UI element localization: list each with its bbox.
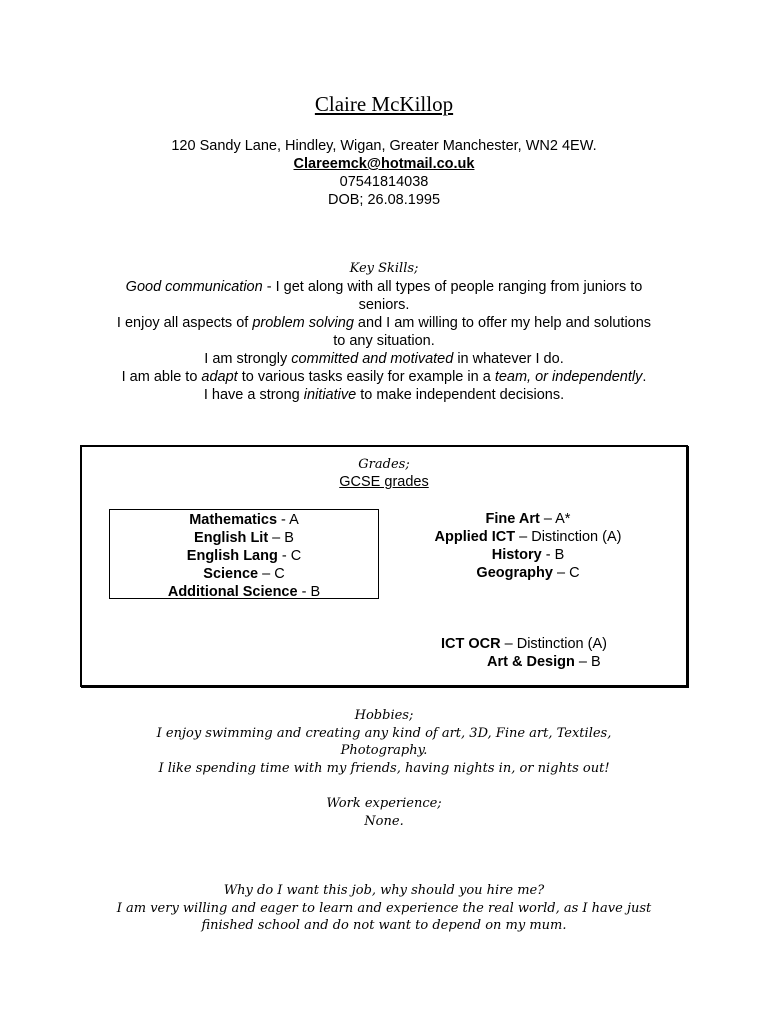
grade-row (420, 564, 636, 582)
work-experience-section (110, 795, 658, 830)
email-link[interactable]: Clareemck@hotmail.co.uk (293, 156, 475, 172)
skill-text: . (642, 369, 647, 385)
grade-sep: - (277, 548, 291, 564)
grade-value: B (284, 530, 294, 546)
address: 120 Sandy Lane, Hindley, Wigan, Greater Manchester, WN2 4EW. (171, 138, 597, 154)
grades-heading: Grades; (358, 457, 410, 472)
grade-subject: History (491, 547, 542, 563)
grade-sep: – (258, 566, 275, 582)
skill-emphasis: team, or independently (494, 369, 643, 385)
grade-row (110, 547, 378, 565)
grade-row (420, 546, 636, 564)
gcse-heading: GCSE grades (339, 474, 429, 490)
skill-text: to make independent decisions. (356, 387, 565, 403)
skill-emphasis: initiative (303, 387, 357, 403)
core-grades-box (109, 509, 379, 599)
grade-sep: – (500, 636, 517, 652)
grade-value: Distinction (A) (531, 529, 622, 545)
grade-value: A* (555, 511, 571, 527)
skill-emphasis: Good communication (125, 279, 263, 295)
skill-emphasis: adapt (201, 369, 238, 385)
key-skills-list (110, 278, 658, 404)
candidate-name: Claire McKillop (314, 92, 454, 116)
grade-row (420, 510, 636, 528)
skill-text: - I get along with all types of people ranging from juniors to seniors. (262, 279, 643, 313)
grade-subject: ICT OCR (441, 636, 501, 652)
grade-row (110, 565, 378, 583)
contact-block (0, 137, 768, 209)
grade-row (110, 529, 378, 547)
grade-value: C (290, 548, 302, 564)
grade-sep: – (515, 529, 532, 545)
skill-adaptability (110, 368, 658, 386)
grade-subject: Art & Design (487, 654, 575, 670)
grade-subject: Fine Art (485, 511, 540, 527)
grade-sep: - (297, 584, 311, 600)
skill-initiative (110, 386, 658, 404)
grade-subject: Mathematics (189, 512, 278, 528)
skill-communication (110, 278, 658, 314)
skill-problem-solving (110, 314, 658, 350)
why-hire-text: I am very willing and eager to learn and experience the real world, as I have just finished school and do not want to depend on my mum. (116, 900, 652, 933)
skill-text: I enjoy all aspects of (116, 315, 253, 331)
hobbies-line: I like spending time with my friends, having nights in, or nights out! (158, 760, 610, 776)
skill-text: in whatever I do. (453, 351, 564, 367)
hobbies-section (110, 707, 658, 777)
grade-value: B (590, 654, 601, 670)
grade-sep: – (268, 530, 285, 546)
phone-number: 07541814038 (339, 174, 429, 190)
skill-emphasis: committed and motivated (291, 351, 454, 367)
grade-row (420, 635, 636, 653)
skill-emphasis: problem solving (252, 315, 354, 331)
grade-value: Distinction (A) (516, 636, 607, 652)
grade-subject: Geography (476, 565, 553, 581)
grade-subject: Additional Science (167, 584, 298, 600)
skill-text: and I am willing to offer my help and solutions to any situation. (333, 315, 652, 349)
key-skills-heading: Key Skills; (349, 261, 419, 276)
skill-commitment (110, 350, 658, 368)
grade-row (110, 511, 378, 529)
why-hire-section (100, 882, 668, 935)
work-experience-value: None. (364, 813, 404, 829)
grade-sep: - (541, 547, 555, 563)
skill-text: I am able to (121, 369, 202, 385)
grade-subject: English Lang (186, 548, 278, 564)
grade-subject: Science (203, 566, 259, 582)
grade-sep: – (552, 565, 570, 581)
grade-row (420, 653, 636, 671)
grade-value: C (274, 566, 285, 582)
grade-value: B (310, 584, 321, 600)
extra-grades (420, 635, 636, 671)
grade-sep: – (574, 654, 591, 670)
why-hire-heading: Why do I want this job, why should you hire me? (223, 883, 545, 898)
grade-sep: – (539, 511, 556, 527)
grade-subject: English Lit (194, 530, 269, 546)
grade-value: A (289, 512, 299, 528)
grade-sep: - (277, 512, 290, 528)
grade-value: B (554, 547, 565, 563)
hobbies-heading: Hobbies; (354, 708, 414, 723)
grade-row (110, 583, 378, 601)
skill-text: to various tasks easily for example in a (237, 369, 495, 385)
grade-value: C (569, 565, 580, 581)
grade-row (420, 528, 636, 546)
work-experience-heading: Work experience; (326, 796, 442, 811)
date-of-birth: DOB; 26.08.1995 (327, 192, 441, 208)
hobbies-line: I enjoy swimming and creating any kind of art, 3D, Fine art, Textiles, Photography. (156, 725, 612, 758)
skill-text: I have a strong (203, 387, 304, 403)
other-grades (420, 510, 636, 582)
skill-text: I am strongly (204, 351, 292, 367)
grade-subject: Applied ICT (434, 529, 516, 545)
